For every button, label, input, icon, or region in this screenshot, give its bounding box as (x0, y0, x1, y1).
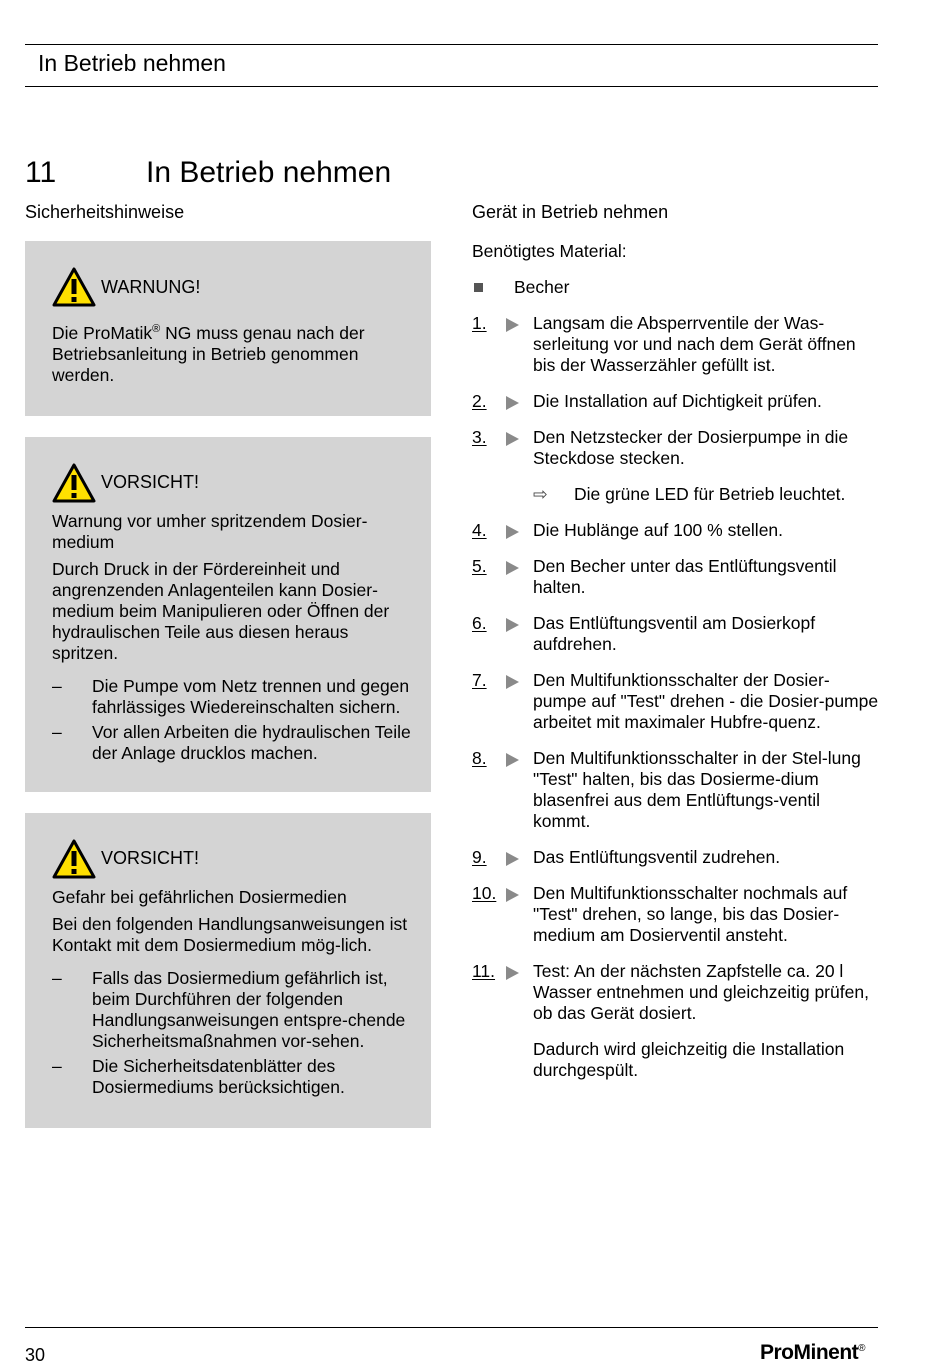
warning-signal-word: WARNUNG! (101, 276, 201, 297)
step-item (472, 883, 882, 946)
result-arrow-icon: ⇨ (533, 484, 548, 504)
step-number: 2. (472, 391, 487, 411)
warning-text-end: NG muss genau nach der Betriebsanleitung in Betrieb genommen werden. (52, 322, 365, 385)
step-text: Die Hublänge auf 100 % stellen. (533, 520, 784, 540)
material-list-item (472, 277, 882, 298)
step-text: Langsam die Absperrventile der Was-serleitung vor und nach dem Gerät öffnen bis der Wasserzähler gefüllt ist. (533, 313, 856, 375)
material-item-text: Becher (514, 277, 570, 297)
warning-triangle-icon (52, 463, 96, 503)
arrow-right-icon (506, 396, 519, 410)
step-text: Den Multifunktionsschalter nochmals auf "Test" drehen, so lange, bis das Dosier-medium am Dosierventil ansteht. (533, 883, 848, 945)
caution-box-hazard (25, 813, 431, 1128)
step-item (472, 520, 882, 541)
chapter-number: 11 (25, 156, 57, 189)
arrow-right-icon (506, 432, 519, 446)
final-note: Dadurch wird gleichzeitig die Installation durchgespült. (533, 1039, 845, 1080)
step-text: Den Becher unter das Entlüftungsventil halten. (533, 556, 837, 597)
header-bottom-rule (25, 86, 878, 87)
running-header: In Betrieb nehmen (38, 50, 226, 76)
step-text: Den Multifunktionsschalter in der Stel-lung "Test" halten, bis das Dosierme-dium blasenfrei aus dem Entlüftungs-ventil kommt. (533, 748, 861, 831)
step-item (472, 847, 882, 868)
step-number: 7. (472, 670, 487, 690)
caution-signal-word: VORSICHT! (101, 848, 200, 869)
arrow-right-icon (506, 888, 519, 902)
step-number: 8. (472, 748, 487, 768)
warning-text (52, 319, 417, 386)
chapter-title: In Betrieb nehmen (146, 156, 392, 189)
step-number: 10. (472, 883, 497, 903)
logo-text: ProMinent (760, 1341, 859, 1364)
step-number: 9. (472, 847, 487, 867)
arrow-right-icon (506, 525, 519, 539)
step-number: 5. (472, 556, 487, 576)
material-label: Benötigtes Material: (472, 241, 627, 261)
caution-box-header (52, 463, 417, 503)
step-number: 6. (472, 613, 487, 633)
caution-list-item: – Vor allen Arbeiten die hydraulischen Teile der Anlage drucklos machen. (52, 722, 417, 764)
caution-box-spray (25, 437, 431, 792)
step-item (472, 556, 882, 598)
arrow-right-icon (506, 966, 519, 980)
header-top-rule (25, 44, 878, 45)
step-item (472, 961, 882, 1024)
caution-list-text: Die Sicherheitsdatenblätter des Dosiermediums berücksichtigen. (92, 1055, 345, 1097)
step-item (472, 670, 882, 733)
warning-text-start: Die ProMatik (52, 322, 153, 343)
caution-list-text: Vor allen Arbeiten die hydraulischen Teile der Anlage drucklos machen. (92, 721, 411, 763)
caution-list-text: Falls das Dosiermedium gefährlich ist, beim Durchführen der folgenden Handlungsanweisungen entspre-chende Sicherheitsmaßnahmen vor-sehen. (92, 967, 406, 1051)
registered-mark: ® (152, 323, 161, 335)
caution-list-item: – Die Pumpe vom Netz trennen und gegen fahrlässiges Wiedereinschalten sichern. (52, 676, 417, 718)
caution-box-header (52, 839, 417, 879)
arrow-right-icon (506, 561, 519, 575)
step-item (472, 391, 882, 412)
result-text: Die grüne LED für Betrieb leuchtet. (574, 484, 846, 504)
caution-list-item: – Die Sicherheitsdatenblätter des Dosiermediums berücksichtigen. (52, 1056, 417, 1098)
logo-registered-mark: ® (858, 1343, 866, 1354)
chapter-heading (25, 156, 391, 190)
warning-box (25, 241, 431, 416)
page-number: 30 (25, 1345, 46, 1365)
caution-body: Durch Druck in der Fördereinheit und angrenzenden Anlagenteilen kann Dosier-medium beim Manipulieren oder Öffnen der hydraulischen Teile aus diesen heraus spritzen. (52, 558, 390, 663)
warning-box-header (52, 267, 417, 307)
caution-list-item: – Falls das Dosiermedium gefährlich ist, beim Durchführen der folgenden Handlungsanweisungen entspre-chende Sicherheitsmaßnahmen vor-sehen. (52, 968, 417, 1052)
step-text: Das Entlüftungsventil am Dosierkopf aufdrehen. (533, 613, 816, 654)
step-item (472, 748, 882, 832)
step-text: Den Netzstecker der Dosierpumpe in die Steckdose stecken. (533, 427, 849, 468)
prominent-logo (760, 1341, 865, 1365)
square-bullet-icon (474, 283, 483, 292)
step-number: 3. (472, 427, 487, 447)
safety-heading: Sicherheitshinweise (25, 202, 185, 222)
right-column (472, 202, 882, 1081)
caution-signal-word: VORSICHT! (101, 472, 200, 493)
step-number: 11. (472, 961, 496, 981)
caution-subtitle: Gefahr bei gefährlichen Dosiermedien (52, 886, 347, 907)
commissioning-heading: Gerät in Betrieb nehmen (472, 202, 669, 222)
step-item (472, 613, 882, 655)
arrow-right-icon (506, 852, 519, 866)
caution-subtitle: Warnung vor umher spritzendem Dosier-medium (52, 510, 368, 552)
step-text: Den Multifunktionsschalter der Dosier-pumpe auf "Test" drehen - die Dosier-pumpe arbeitet mit maximaler Hubfre-quenz. (533, 670, 879, 732)
step-result (533, 484, 882, 505)
arrow-right-icon (506, 318, 519, 332)
arrow-right-icon (506, 618, 519, 632)
step-text: Die Installation auf Dichtigkeit prüfen. (533, 391, 822, 411)
arrow-right-icon (506, 753, 519, 767)
warning-triangle-icon (52, 839, 96, 879)
step-text: Das Entlüftungsventil zudrehen. (533, 847, 781, 867)
step-text: Test: An der nächsten Zapfstelle ca. 20 l Wasser entnehmen und gleichzeitig prüfen, ob das Gerät dosiert. (533, 961, 869, 1023)
step-number: 4. (472, 520, 487, 540)
caution-list-text: Die Pumpe vom Netz trennen und gegen fahrlässiges Wiedereinschalten sichern. (92, 675, 410, 717)
step-item (472, 427, 882, 469)
arrow-right-icon (506, 675, 519, 689)
step-item (472, 313, 882, 376)
warning-triangle-icon (52, 267, 96, 307)
left-column (25, 202, 431, 1149)
step-number: 1. (472, 313, 487, 333)
footer-rule (25, 1327, 878, 1328)
caution-body: Bei den folgenden Handlungsanweisungen ist Kontakt mit dem Dosiermedium mög-lich. (52, 913, 408, 955)
